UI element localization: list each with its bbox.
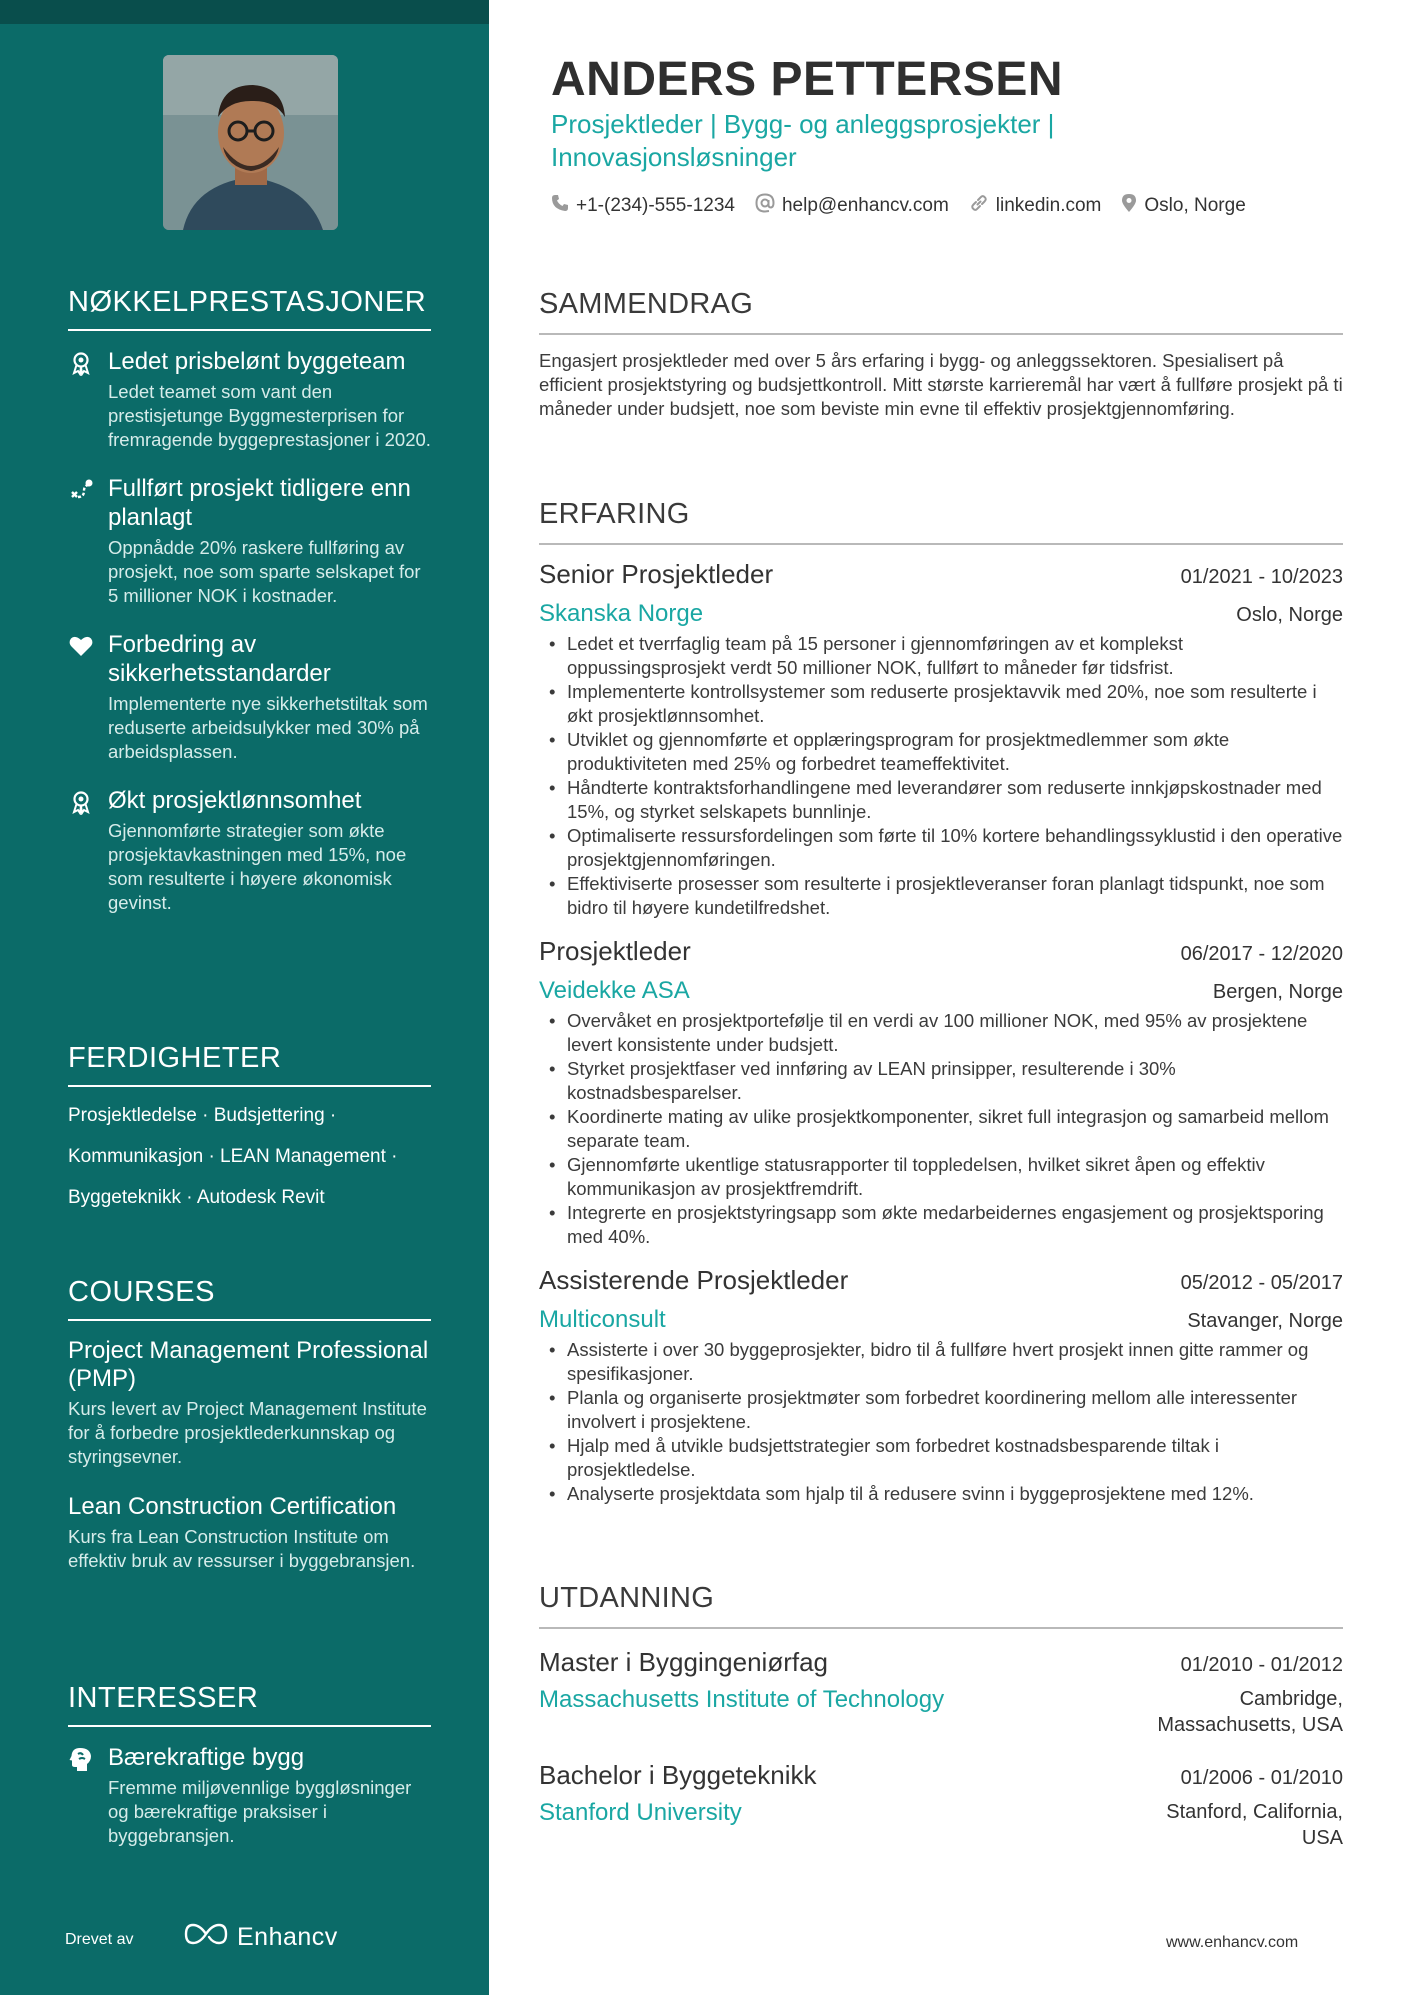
brain-icon [68, 1746, 94, 1772]
job-bullet: • Optimaliserte ressursfordelingen som førte til 10% kortere behandlingssyklustid i den operative prosjektgjennomføringen. [539, 824, 1343, 872]
achievement-title: Ledet prisbelønt byggeteam [108, 348, 406, 375]
job-location: Oslo, Norge [1236, 604, 1343, 626]
summary-text: Engasjert prosjektleder med over 5 års erfaring i bygg- og anleggssektoren. Spesialisert på efficient prosjektstyring og budsjettkontroll. Mitt største karrieremål har vært å fullføre prosjekt på ti måneder under budsjett, noe som beviste min evne til effektiv prosjektgjennomføring. [539, 350, 1343, 419]
degree-title: Bachelor i Byggeteknikk [539, 1760, 817, 1790]
education-location-line: Stanford, California, [1166, 1801, 1343, 1823]
job-bullet: • Analyserte prosjektdata som hjalp til å redusere svinn i byggeprosjektene med 12%. [539, 1482, 1343, 1506]
education-entry [539, 1760, 1343, 1851]
interest-description: Fremme miljøvennlige byggløsninger og bærekraftige praksiser i byggebransjen. [108, 1777, 412, 1846]
job-bullets [539, 1338, 1343, 1506]
skills-line: Kommunikasjon · LEAN Management · [68, 1146, 398, 1167]
sidebar-top-bar [0, 0, 489, 24]
interest-item [68, 1743, 431, 1848]
education-location-line: USA [1301, 1827, 1343, 1849]
job-bullet: • Håndterte kontraktsforhandlingene med leverandører som reduserte innkjøpskostnader med 15%, og styrket selskapets bunnlinje. [539, 776, 1343, 824]
person-name: ANDERS PETTERSEN [551, 53, 1064, 106]
heart-icon [68, 633, 94, 659]
achievement-title: Forbedring av sikkerhetsstandarder [108, 631, 331, 687]
course-title: Lean Construction Certification [68, 1493, 397, 1520]
logo-text: Enhancv [237, 1923, 338, 1951]
location-pin-icon [1121, 193, 1137, 219]
email-text: help@enhancv.com [781, 195, 949, 216]
course-title: Project Management Professional (PMP) [68, 1337, 429, 1392]
contact-linkedin[interactable] [969, 193, 1102, 219]
phone-icon [551, 194, 569, 218]
job-bullet: • Utviklet og gjennomførte et opplæringsprogram for prosjektmedlemmer som økte produktiviteten med 25% og forbedret teameffektivitet. [539, 728, 1343, 776]
achievement-item [68, 786, 431, 915]
enhancv-logo[interactable] [183, 1922, 338, 1953]
job-entry [539, 559, 1343, 920]
experience-heading: ERFARING [539, 498, 1343, 545]
sidebar [0, 0, 489, 1995]
education-dates: 01/2006 - 01/2010 [1180, 1767, 1343, 1789]
education-location [1157, 1686, 1343, 1738]
achievements-section [68, 286, 431, 915]
job-bullet: • Overvåket en prosjektportefølje til en verdi av 100 millioner NOK, med 95% av prosjektene levert konsistente under budsjett. [539, 1009, 1343, 1057]
achievement-description: Gjennomførte strategier som økte prosjektavkastningen med 15%, noe som resulterte i høyere økonomisk gevinst. [108, 820, 407, 913]
school-name: Massachusetts Institute of Technology [539, 1686, 945, 1713]
courses-section [68, 1276, 431, 1573]
company-name: Skanska Norge [539, 600, 704, 627]
summary-section [539, 288, 1343, 421]
job-dates: 06/2017 - 12/2020 [1180, 943, 1343, 965]
contact-email[interactable] [755, 193, 949, 219]
job-bullet: • Koordinerte mating av ulike prosjektkomponenter, sikret full integrasjon og samarbeid mellom separate team. [539, 1105, 1343, 1153]
phone-text: +1-(234)-555-1234 [576, 195, 735, 216]
contact-phone[interactable] [551, 193, 735, 219]
summary-heading: SAMMENDRAG [539, 288, 1343, 335]
job-location: Stavanger, Norge [1187, 1310, 1343, 1332]
skills-line: Prosjektledelse · Budsjettering · [68, 1105, 337, 1126]
achievement-title: Fullført prosjekt tidligere enn planlagt [108, 475, 411, 531]
interest-title: Bærekraftige bygg [108, 1744, 305, 1771]
job-bullet: • Gjennomførte ukentlige statusrapporter til toppledelsen, hvilket sikret åpen og effektiv kommunikasjon av prosjektfremdrift. [539, 1153, 1343, 1201]
contact-location [1121, 193, 1245, 219]
job-bullet: • Styrket prosjektfaser ved innføring av LEAN prinsipper, resulterende i 30% kostnadsbesparelser. [539, 1057, 1343, 1105]
achievement-title: Økt prosjektlønnsomhet [108, 787, 362, 814]
education-location [1166, 1799, 1343, 1851]
job-entry [539, 936, 1343, 1249]
degree-title: Master i Byggingeniørfag [539, 1647, 829, 1677]
job-bullets [539, 632, 1343, 920]
job-bullet: • Planla og organiserte prosjektmøter som forbedret koordinering mellom alle interessenter involvert i prosjektene. [539, 1386, 1343, 1434]
footer-url-link[interactable]: www.enhancv.com [1166, 1934, 1299, 1951]
link-icon [969, 193, 989, 219]
achievement-description: Ledet teamet som vant den prestisjetunge Byggmesterprisen for fremragende byggeprestasjoner i 2020. [108, 381, 431, 450]
achievement-item [68, 474, 431, 608]
job-bullet: • Integrerte en prosjektstyringsapp som økte medarbeidernes engasjement og prosjektsporing med 40%. [539, 1201, 1343, 1249]
powered-by-label: Drevet av [65, 1931, 134, 1948]
job-bullet: • Ledet et tverrfaglig team på 15 personer i gjennomføringen av et komplekst oppussingsprosjekt verdt 50 millioner NOK, fullført to måneder før tidsfrist. [539, 632, 1343, 680]
courses-heading: COURSES [68, 1276, 431, 1321]
education-section [539, 1582, 1343, 1851]
award-icon [68, 789, 94, 815]
education-entry [539, 1647, 1343, 1738]
education-dates: 01/2010 - 01/2012 [1180, 1654, 1343, 1676]
skills-line: Byggeteknikk · Autodesk Revit [68, 1187, 325, 1208]
job-bullet: • Assisterte i over 30 byggeprosjekter, bidro til å fullføre hvert prosjekt innen gitte rammer og spesifikasjoner. [539, 1338, 1343, 1386]
education-location-line: Cambridge, [1239, 1688, 1343, 1710]
achievement-item [68, 347, 431, 452]
at-icon [755, 193, 775, 219]
skills-section [68, 1042, 431, 1218]
company-name: Veidekke ASA [539, 977, 690, 1004]
achievement-description: Implementerte nye sikkerhetstiltak som reduserte arbeidsulykker med 30% på arbeidsplassen. [108, 693, 428, 762]
job-dates: 05/2012 - 05/2017 [1180, 1272, 1343, 1294]
education-location-line: Massachusetts, USA [1157, 1714, 1343, 1736]
job-bullet: • Hjalp med å utvikle budsjettstrategier som forbedret kostnadsbesparende tiltak i prosjektledelse. [539, 1434, 1343, 1482]
award-icon [68, 350, 94, 376]
location-text: Oslo, Norge [1144, 195, 1246, 216]
skills-heading: FERDIGHETER [68, 1042, 431, 1087]
job-title: Prosjektleder [539, 936, 691, 966]
school-name: Stanford University [539, 1799, 742, 1826]
company-name: Multiconsult [539, 1306, 666, 1333]
job-bullet: • Effektiviserte prosesser som resulterte i prosjektleveranser foran planlagt tidspunkt, noe som bidro til høyere kundetilfredshet. [539, 872, 1343, 920]
achievement-description: Oppnådde 20% raskere fullføring av prosjekt, noe som sparte selskapet for 5 millioner NOK i kostnader. [108, 537, 421, 606]
achievement-item [68, 630, 431, 764]
experience-section [539, 498, 1343, 1506]
education-heading: UTDANNING [539, 1582, 1343, 1629]
course-description: Kurs fra Lean Construction Institute om effektiv bruk av ressurser i byggebransjen. [68, 1526, 416, 1571]
job-location: Bergen, Norge [1212, 981, 1343, 1003]
job-title: Assisterende Prosjektleder [539, 1265, 849, 1295]
infinity-icon [183, 1922, 229, 1953]
achievements-heading: NØKKELPRESTASJONER [68, 286, 431, 331]
course-item [68, 1337, 431, 1469]
course-description: Kurs levert av Project Management Institute for å forbedre prosjektlederkunnskap og styringsevner. [68, 1398, 427, 1467]
job-bullets [539, 1009, 1343, 1249]
course-item [68, 1493, 431, 1573]
route-icon [68, 477, 94, 503]
interests-section [68, 1682, 431, 1848]
job-dates: 01/2021 - 10/2023 [1180, 566, 1343, 588]
job-title: Senior Prosjektleder [539, 559, 774, 589]
avatar [163, 55, 338, 230]
linkedin-text: linkedin.com [995, 195, 1102, 216]
person-subtitle: Prosjektleder | Bygg- og anleggsprosjekter | Innovasjonsløsninger [551, 109, 1055, 172]
job-bullet: • Implementerte kontrollsystemer som reduserte prosjektavvik med 20%, noe som resulterte i økt prosjektlønnsomhet. [539, 680, 1343, 728]
interests-heading: INTERESSER [68, 1682, 431, 1727]
job-entry [539, 1265, 1343, 1506]
contact-bar [551, 193, 1246, 219]
